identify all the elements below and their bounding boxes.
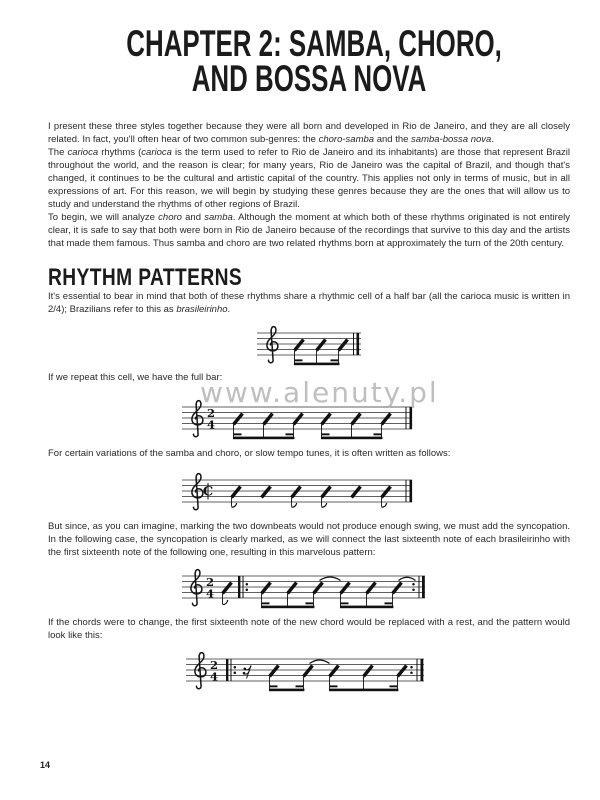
svg-text:2: 2 <box>205 574 215 589</box>
paragraph-syncopation: But since, as you can imagine, marking the two downbeats would not produce enough swing, we must add the syncopation. In the following case, the syncopation is clearly marked, as we will connect the last sixteenth note of each brasileirinho with the first sixteenth note of the following one, resulting in this marvelous pattern: <box>48 521 570 558</box>
page-content <box>48 23 570 699</box>
music-figure-rest-pattern <box>184 647 431 699</box>
cut-time-signature <box>203 483 213 500</box>
time-signature <box>210 658 218 684</box>
music-figure-full-bar <box>180 395 420 447</box>
beam <box>261 606 314 609</box>
slash-note-group <box>269 666 313 692</box>
beam <box>233 437 294 440</box>
music-staff-svg <box>255 321 365 371</box>
time-signature <box>206 575 214 601</box>
music-figure-cell <box>255 321 365 371</box>
slash-note-group <box>294 340 348 366</box>
paragraph-chord-change: If the chords were to change, the first sixteenth note of the new chord would be replaced with a rest, and the pattern would look like this: <box>48 617 570 641</box>
intro-paragraph-1: I present these three styles together because they were all born and developed in Rio de Janeiro, and they are all closely related. In fact, you'll often hear of two common sub-genres: the choro-samba and the samba-bossa nova. <box>48 121 570 145</box>
pickup-eighth-note <box>223 583 232 605</box>
treble-clef-icon <box>195 653 206 689</box>
treble-clef-icon <box>192 474 203 510</box>
caption-variations: For certain variations of the samba and choro, or slow tempo tunes, it is often written as follows: <box>48 448 451 459</box>
svg-text:2: 2 <box>206 405 216 420</box>
svg-text:C: C <box>202 484 214 500</box>
page-number: 14 <box>40 760 51 770</box>
beam <box>340 606 393 609</box>
music-staff-svg <box>180 468 420 520</box>
beam <box>294 363 339 366</box>
svg-text:4: 4 <box>209 669 219 684</box>
section-heading-rhythm-patterns: RHYTHM PATTERNS <box>48 264 243 291</box>
treble-clef-icon <box>192 401 203 437</box>
slash-note-group <box>340 583 402 609</box>
music-figure-syncopation <box>180 564 432 616</box>
svg-text:2: 2 <box>209 657 219 672</box>
slash-note-group <box>233 414 303 440</box>
intro-paragraph-3: To begin, we will analyze choro and samba. Although the moment at which both of these rhythms originated is not entirely clear, it is safe to say that both were born in Rio de Janeiro because of the recordings that survive to this day and the artists that made them famous. Thus samba and choro are two related rhythms born at approximately the turn of the 20th century. <box>48 212 570 249</box>
caption-full-bar: If we repeat this cell, we have the full bar: <box>48 372 223 383</box>
slash-note-group <box>329 666 407 692</box>
slash-note-group <box>321 414 391 440</box>
rhythm-paragraph-1: It's essential to bear in mind that both of these rhythms share a rhythmic cell of a half bar (all the carioca music is written in 2/4); Brazilians refer to this as brasileirinho. <box>48 291 570 315</box>
time-signature <box>207 406 215 432</box>
intro-paragraph-2: The carioca rhythms (carioca is the term used to refer to Rio de Janeiro and its inhabitants) are those that represent Brazil throughout the world, and the reason is clear; for many years, Rio de Janeiro was the capital of Brazil, and though that's changed, it continues to be the cultural and artistic capital of the country. This applies not only in terms of music, but in all expressions of art. For this reason, we will begin by studying these genres because they are the ones that will allow us to study and understand the rhythms of other regions of Brazil. <box>48 147 570 210</box>
chapter-title-line2: AND BOSSA NOVA <box>191 58 427 99</box>
tie-arc <box>320 577 341 581</box>
tie-arc <box>399 577 416 580</box>
staff-lines <box>186 659 424 684</box>
staff-lines <box>182 576 425 601</box>
beam <box>321 437 382 440</box>
music-staff-svg <box>180 564 432 616</box>
svg-text:4: 4 <box>206 417 216 432</box>
music-staff-svg <box>184 647 431 699</box>
music-staff-svg <box>180 395 420 447</box>
treble-clef-icon <box>267 327 278 363</box>
music-figure-cut-time <box>180 468 420 520</box>
sixteenth-rest-icon <box>243 666 251 679</box>
beam <box>269 689 304 692</box>
chapter-title <box>126 23 502 99</box>
svg-text:4: 4 <box>205 586 215 601</box>
watermark: www.alenuty.pl <box>200 376 439 409</box>
chapter-title-line1: CHAPTER 2: SAMBA, CHORO, <box>126 23 502 64</box>
treble-clef-icon <box>191 570 202 606</box>
slash-note-group <box>261 583 323 609</box>
beam <box>329 689 398 692</box>
tie-arc <box>310 660 330 664</box>
